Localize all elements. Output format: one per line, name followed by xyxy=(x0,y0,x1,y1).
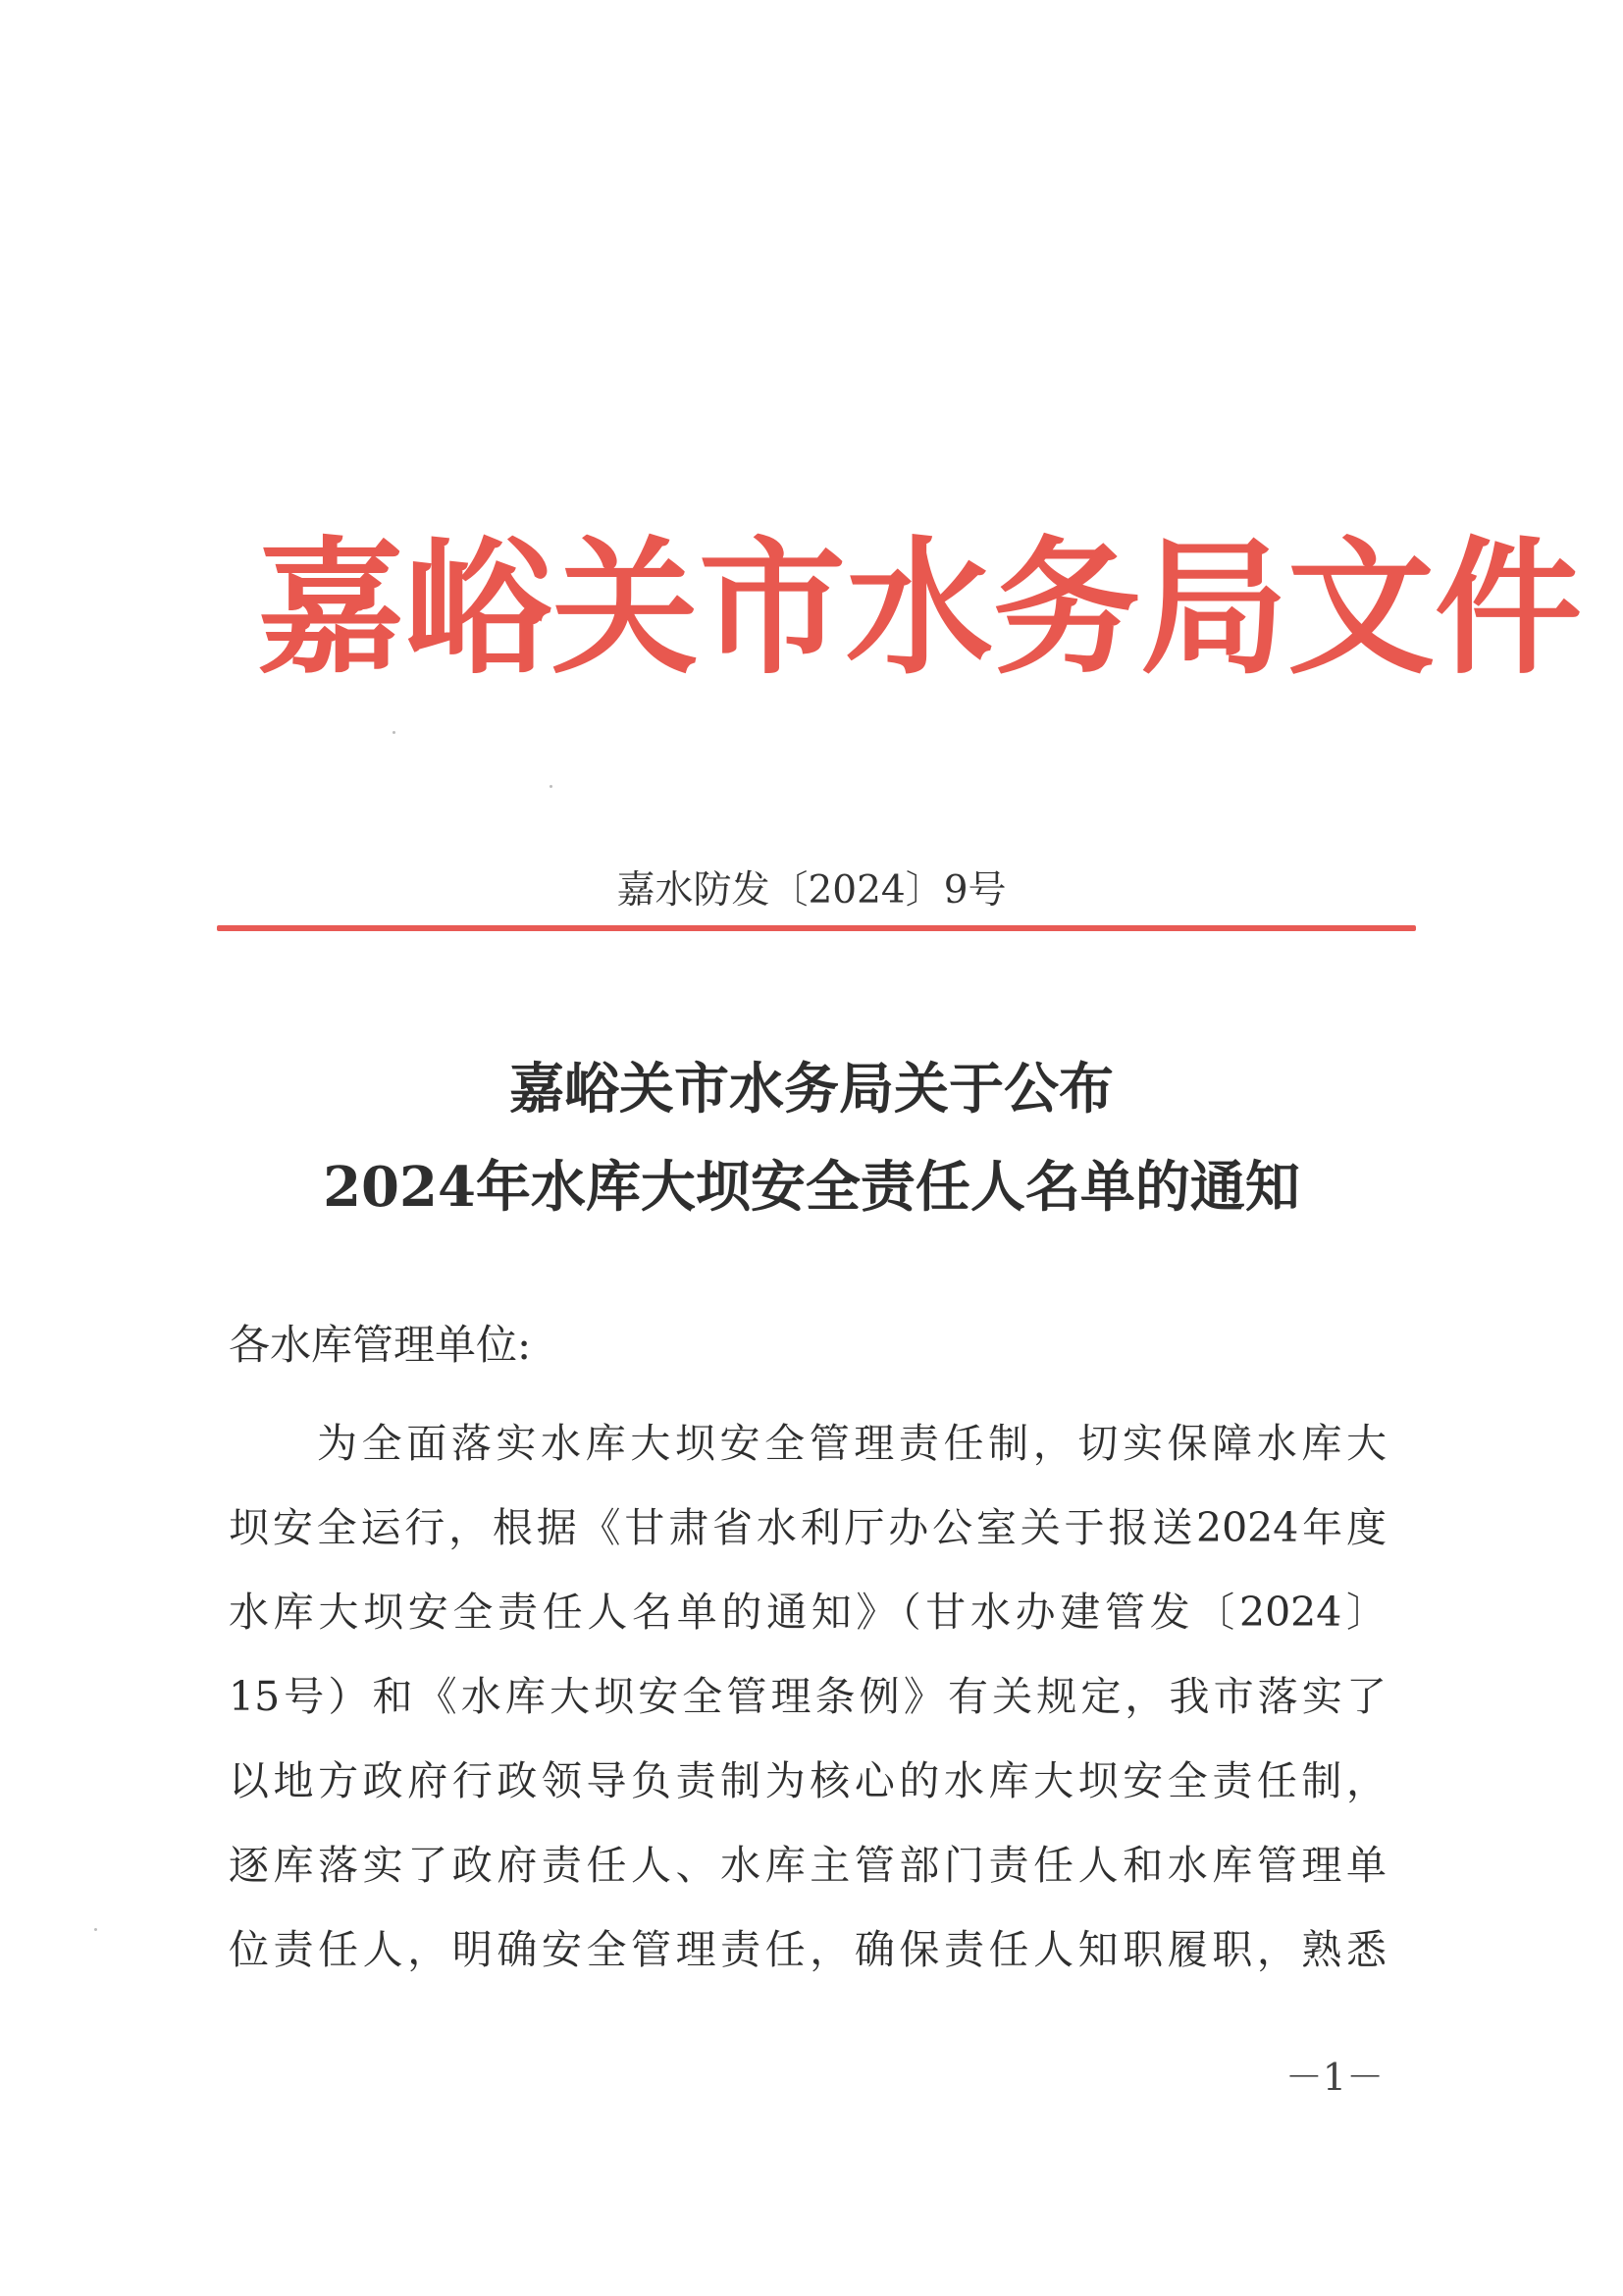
body-paragraph xyxy=(229,1401,1387,1992)
body-line-5: 以地方政府行政领导负责制为核心的水库大坝安全责任制， xyxy=(229,1757,1387,1804)
notice-title-line-2: 2024年水库大坝安全责任人名单的通知 xyxy=(323,1155,1300,1220)
body-line-3: 水库大坝安全责任人名单的通知》（甘水办建管发〔2024〕 xyxy=(229,1589,1387,1636)
body-line-2: 坝安全运行，根据《甘肃省水利厅办公室关于报送2024年度 xyxy=(229,1504,1387,1551)
body-line-6: 逐库落实了政府责任人、水库主管部门责任人和水库管理单 xyxy=(229,1842,1387,1889)
red-divider-line xyxy=(217,925,1416,931)
addressee: 各水库管理单位: xyxy=(229,1321,532,1369)
scan-speck xyxy=(94,1928,97,1931)
body-line-1: 为全面落实水库大坝安全管理责任制，切实保障水库大 xyxy=(317,1420,1387,1467)
notice-title xyxy=(216,1040,1407,1236)
body-line-7: 位责任人，明确安全管理责任，确保责任人知职履职，熟悉 xyxy=(229,1926,1387,1973)
scan-speck xyxy=(550,785,552,788)
document-number: 嘉水防发〔2024〕9号 xyxy=(616,868,1007,913)
agency-header-title: 嘉峪关市水务局文件 xyxy=(257,522,1583,695)
page-number: －1－ xyxy=(1284,2056,1385,2099)
notice-title-line-1: 嘉峪关市水务局关于公布 xyxy=(509,1057,1114,1122)
scan-speck xyxy=(393,731,395,734)
body-line-4: 15号）和《水库大坝安全管理条例》有关规定，我市落实了 xyxy=(229,1673,1387,1720)
